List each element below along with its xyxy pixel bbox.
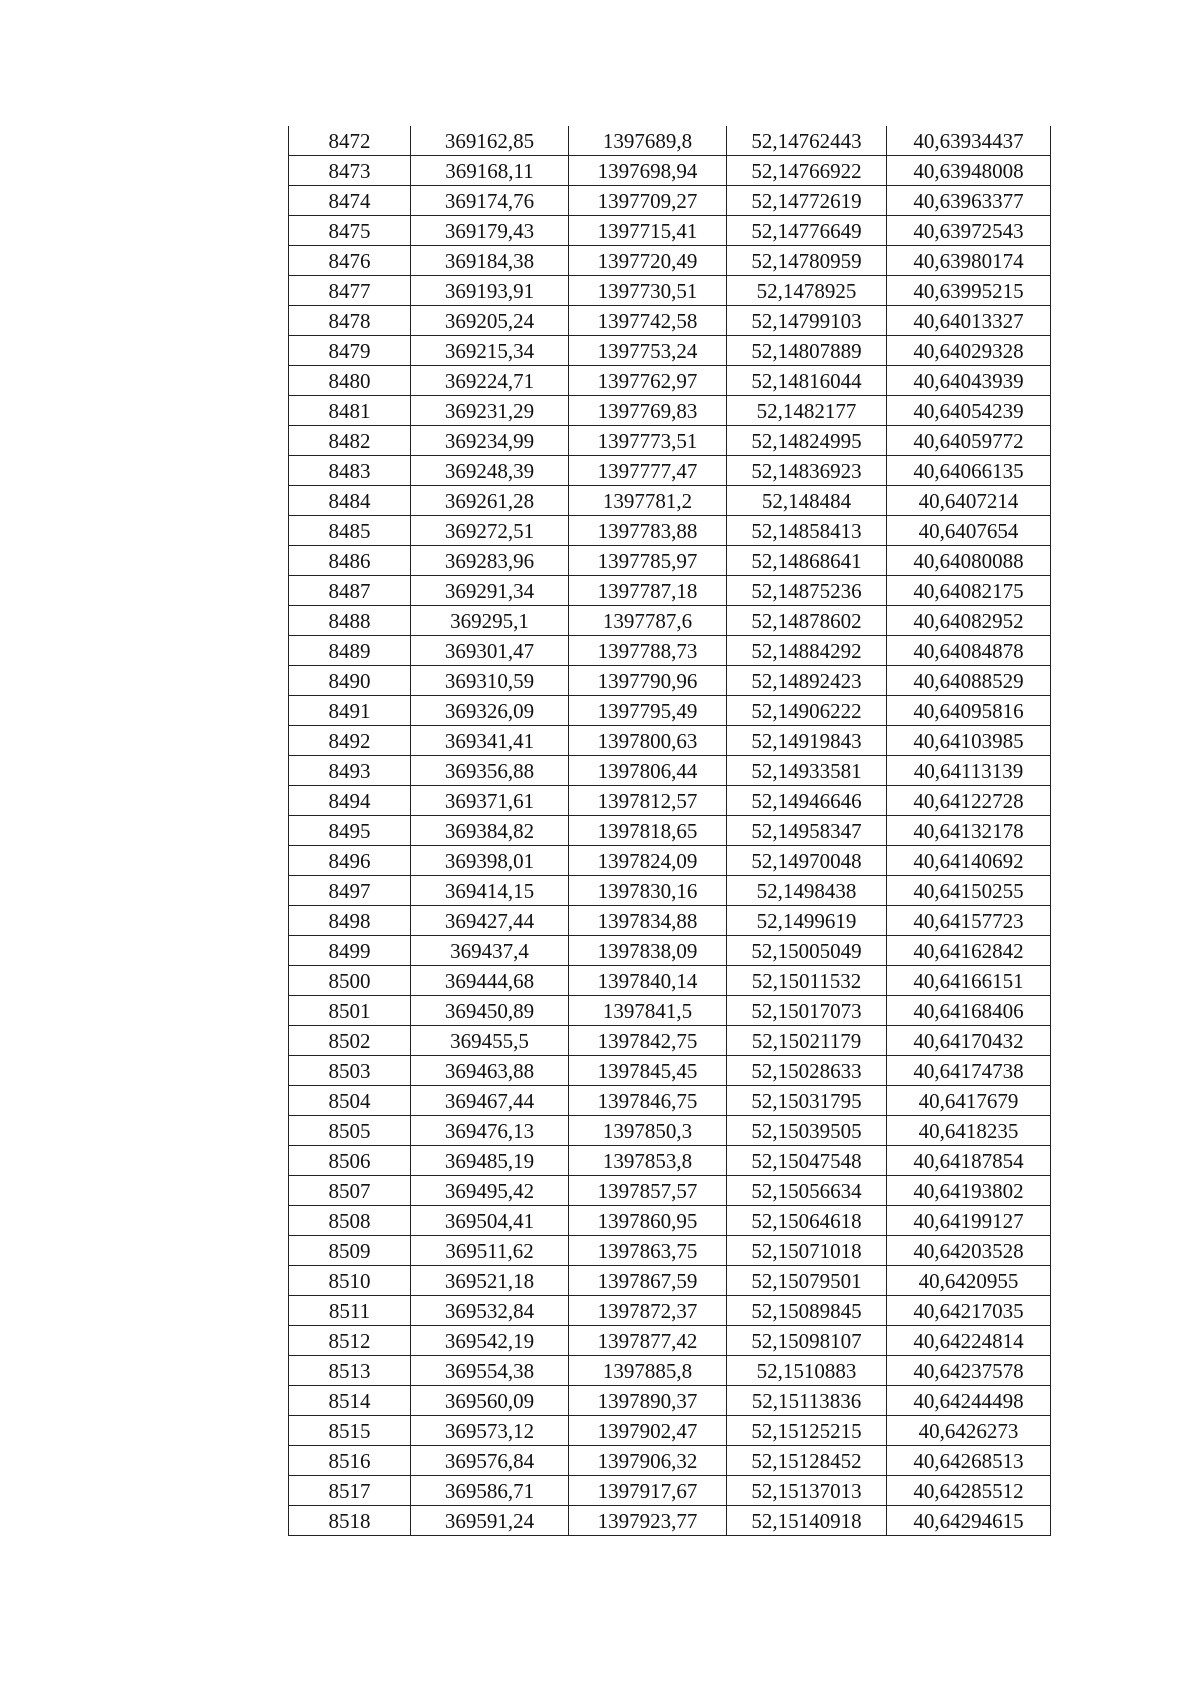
latitude-cell: 52,15028633	[727, 1056, 887, 1086]
table-row	[289, 636, 1051, 666]
y-coordinate-cell: 1397742,58	[569, 306, 727, 336]
x-coordinate-cell: 369248,39	[411, 456, 569, 486]
table-row	[289, 1206, 1051, 1236]
x-coordinate-cell: 369463,88	[411, 1056, 569, 1086]
point-number-cell: 8497	[289, 876, 411, 906]
table-row	[289, 426, 1051, 456]
table-row	[289, 696, 1051, 726]
table-row	[289, 516, 1051, 546]
x-coordinate-cell: 369591,24	[411, 1506, 569, 1536]
y-coordinate-cell: 1397872,37	[569, 1296, 727, 1326]
longitude-cell: 40,64113139	[887, 756, 1051, 786]
point-number-cell: 8484	[289, 486, 411, 516]
x-coordinate-cell: 369341,41	[411, 726, 569, 756]
x-coordinate-cell: 369532,84	[411, 1296, 569, 1326]
y-coordinate-cell: 1397863,75	[569, 1236, 727, 1266]
x-coordinate-cell: 369205,24	[411, 306, 569, 336]
table-row	[289, 1476, 1051, 1506]
y-coordinate-cell: 1397885,8	[569, 1356, 727, 1386]
y-coordinate-cell: 1397917,67	[569, 1476, 727, 1506]
table-row	[289, 486, 1051, 516]
latitude-cell: 52,14933581	[727, 756, 887, 786]
x-coordinate-cell: 369310,59	[411, 666, 569, 696]
y-coordinate-cell: 1397709,27	[569, 186, 727, 216]
y-coordinate-cell: 1397800,63	[569, 726, 727, 756]
point-number-cell: 8512	[289, 1326, 411, 1356]
table-row	[289, 1236, 1051, 1266]
point-number-cell: 8482	[289, 426, 411, 456]
point-number-cell: 8515	[289, 1416, 411, 1446]
y-coordinate-cell: 1397788,73	[569, 636, 727, 666]
point-number-cell: 8492	[289, 726, 411, 756]
table-row	[289, 996, 1051, 1026]
longitude-cell: 40,63995215	[887, 276, 1051, 306]
table-row	[289, 126, 1051, 156]
x-coordinate-cell: 369326,09	[411, 696, 569, 726]
point-number-cell: 8508	[289, 1206, 411, 1236]
point-number-cell: 8491	[289, 696, 411, 726]
y-coordinate-cell: 1397853,8	[569, 1146, 727, 1176]
latitude-cell: 52,14824995	[727, 426, 887, 456]
table-row	[289, 1266, 1051, 1296]
latitude-cell: 52,14884292	[727, 636, 887, 666]
point-number-cell: 8509	[289, 1236, 411, 1266]
x-coordinate-cell: 369234,99	[411, 426, 569, 456]
longitude-cell: 40,64080088	[887, 546, 1051, 576]
point-number-cell: 8487	[289, 576, 411, 606]
table-row	[289, 1146, 1051, 1176]
table-row	[289, 1086, 1051, 1116]
x-coordinate-cell: 369283,96	[411, 546, 569, 576]
latitude-cell: 52,15031795	[727, 1086, 887, 1116]
point-number-cell: 8476	[289, 246, 411, 276]
y-coordinate-cell: 1397818,65	[569, 816, 727, 846]
latitude-cell: 52,14919843	[727, 726, 887, 756]
y-coordinate-cell: 1397769,83	[569, 396, 727, 426]
x-coordinate-cell: 369272,51	[411, 516, 569, 546]
latitude-cell: 52,15021179	[727, 1026, 887, 1056]
point-number-cell: 8518	[289, 1506, 411, 1536]
latitude-cell: 52,148484	[727, 486, 887, 516]
x-coordinate-cell: 369485,19	[411, 1146, 569, 1176]
x-coordinate-cell: 369295,1	[411, 606, 569, 636]
point-number-cell: 8485	[289, 516, 411, 546]
y-coordinate-cell: 1397762,97	[569, 366, 727, 396]
x-coordinate-cell: 369586,71	[411, 1476, 569, 1506]
longitude-cell: 40,64166151	[887, 966, 1051, 996]
x-coordinate-cell: 369291,34	[411, 576, 569, 606]
y-coordinate-cell: 1397877,42	[569, 1326, 727, 1356]
table-row	[289, 846, 1051, 876]
y-coordinate-cell: 1397841,5	[569, 996, 727, 1026]
longitude-cell: 40,64157723	[887, 906, 1051, 936]
y-coordinate-cell: 1397830,16	[569, 876, 727, 906]
latitude-cell: 52,15017073	[727, 996, 887, 1026]
longitude-cell: 40,6417679	[887, 1086, 1051, 1116]
latitude-cell: 52,15005049	[727, 936, 887, 966]
point-number-cell: 8510	[289, 1266, 411, 1296]
point-number-cell: 8478	[289, 306, 411, 336]
latitude-cell: 52,14816044	[727, 366, 887, 396]
point-number-cell: 8496	[289, 846, 411, 876]
latitude-cell: 52,15098107	[727, 1326, 887, 1356]
x-coordinate-cell: 369193,91	[411, 276, 569, 306]
x-coordinate-cell: 369301,47	[411, 636, 569, 666]
longitude-cell: 40,64132178	[887, 816, 1051, 846]
y-coordinate-cell: 1397773,51	[569, 426, 727, 456]
longitude-cell: 40,64103985	[887, 726, 1051, 756]
table-row	[289, 396, 1051, 426]
latitude-cell: 52,14946646	[727, 786, 887, 816]
longitude-cell: 40,64054239	[887, 396, 1051, 426]
point-number-cell: 8480	[289, 366, 411, 396]
latitude-cell: 52,14799103	[727, 306, 887, 336]
latitude-cell: 52,15056634	[727, 1176, 887, 1206]
y-coordinate-cell: 1397846,75	[569, 1086, 727, 1116]
point-number-cell: 8501	[289, 996, 411, 1026]
x-coordinate-cell: 369427,44	[411, 906, 569, 936]
latitude-cell: 52,15140918	[727, 1506, 887, 1536]
y-coordinate-cell: 1397806,44	[569, 756, 727, 786]
point-number-cell: 8490	[289, 666, 411, 696]
x-coordinate-cell: 369184,38	[411, 246, 569, 276]
longitude-cell: 40,63948008	[887, 156, 1051, 186]
latitude-cell: 52,15071018	[727, 1236, 887, 1266]
x-coordinate-cell: 369437,4	[411, 936, 569, 966]
table-row	[289, 816, 1051, 846]
x-coordinate-cell: 369576,84	[411, 1446, 569, 1476]
y-coordinate-cell: 1397698,94	[569, 156, 727, 186]
latitude-cell: 52,1499619	[727, 906, 887, 936]
y-coordinate-cell: 1397790,96	[569, 666, 727, 696]
table-row	[289, 906, 1051, 936]
longitude-cell: 40,64244498	[887, 1386, 1051, 1416]
point-number-cell: 8483	[289, 456, 411, 486]
y-coordinate-cell: 1397902,47	[569, 1416, 727, 1446]
table-row	[289, 456, 1051, 486]
x-coordinate-cell: 369215,34	[411, 336, 569, 366]
longitude-cell: 40,64140692	[887, 846, 1051, 876]
latitude-cell: 52,14836923	[727, 456, 887, 486]
y-coordinate-cell: 1397730,51	[569, 276, 727, 306]
point-number-cell: 8479	[289, 336, 411, 366]
table-row	[289, 1506, 1051, 1536]
y-coordinate-cell: 1397689,8	[569, 126, 727, 156]
table-row	[289, 336, 1051, 366]
x-coordinate-cell: 369414,15	[411, 876, 569, 906]
latitude-cell: 52,14958347	[727, 816, 887, 846]
point-number-cell: 8502	[289, 1026, 411, 1056]
latitude-cell: 52,14807889	[727, 336, 887, 366]
latitude-cell: 52,14780959	[727, 246, 887, 276]
longitude-cell: 40,64237578	[887, 1356, 1051, 1386]
point-number-cell: 8475	[289, 216, 411, 246]
table-row	[289, 1326, 1051, 1356]
x-coordinate-cell: 369511,62	[411, 1236, 569, 1266]
latitude-cell: 52,15064618	[727, 1206, 887, 1236]
longitude-cell: 40,64088529	[887, 666, 1051, 696]
longitude-cell: 40,64174738	[887, 1056, 1051, 1086]
longitude-cell: 40,64268513	[887, 1446, 1051, 1476]
latitude-cell: 52,14772619	[727, 186, 887, 216]
longitude-cell: 40,64059772	[887, 426, 1051, 456]
point-number-cell: 8474	[289, 186, 411, 216]
point-number-cell: 8511	[289, 1296, 411, 1326]
point-number-cell: 8513	[289, 1356, 411, 1386]
x-coordinate-cell: 369504,41	[411, 1206, 569, 1236]
x-coordinate-cell: 369455,5	[411, 1026, 569, 1056]
longitude-cell: 40,6420955	[887, 1266, 1051, 1296]
longitude-cell: 40,63963377	[887, 186, 1051, 216]
x-coordinate-cell: 369174,76	[411, 186, 569, 216]
longitude-cell: 40,64285512	[887, 1476, 1051, 1506]
y-coordinate-cell: 1397838,09	[569, 936, 727, 966]
table-row	[289, 1176, 1051, 1206]
table-row	[289, 726, 1051, 756]
x-coordinate-cell: 369467,44	[411, 1086, 569, 1116]
table-row	[289, 936, 1051, 966]
point-number-cell: 8499	[289, 936, 411, 966]
y-coordinate-cell: 1397787,18	[569, 576, 727, 606]
point-number-cell: 8473	[289, 156, 411, 186]
latitude-cell: 52,14906222	[727, 696, 887, 726]
point-number-cell: 8495	[289, 816, 411, 846]
longitude-cell: 40,64162842	[887, 936, 1051, 966]
x-coordinate-cell: 369224,71	[411, 366, 569, 396]
point-number-cell: 8477	[289, 276, 411, 306]
latitude-cell: 52,14875236	[727, 576, 887, 606]
table-row	[289, 786, 1051, 816]
longitude-cell: 40,64150255	[887, 876, 1051, 906]
longitude-cell: 40,64170432	[887, 1026, 1051, 1056]
y-coordinate-cell: 1397906,32	[569, 1446, 727, 1476]
coordinates-table-body	[289, 126, 1051, 1536]
x-coordinate-cell: 369398,01	[411, 846, 569, 876]
y-coordinate-cell: 1397783,88	[569, 516, 727, 546]
point-number-cell: 8486	[289, 546, 411, 576]
x-coordinate-cell: 369521,18	[411, 1266, 569, 1296]
longitude-cell: 40,63972543	[887, 216, 1051, 246]
longitude-cell: 40,64203528	[887, 1236, 1051, 1266]
table-row	[289, 966, 1051, 996]
latitude-cell: 52,15011532	[727, 966, 887, 996]
latitude-cell: 52,14858413	[727, 516, 887, 546]
x-coordinate-cell: 369162,85	[411, 126, 569, 156]
longitude-cell: 40,6426273	[887, 1416, 1051, 1446]
latitude-cell: 52,14776649	[727, 216, 887, 246]
y-coordinate-cell: 1397812,57	[569, 786, 727, 816]
point-number-cell: 8494	[289, 786, 411, 816]
table-row	[289, 366, 1051, 396]
latitude-cell: 52,15128452	[727, 1446, 887, 1476]
latitude-cell: 52,15089845	[727, 1296, 887, 1326]
x-coordinate-cell: 369476,13	[411, 1116, 569, 1146]
point-number-cell: 8517	[289, 1476, 411, 1506]
table-row	[289, 576, 1051, 606]
latitude-cell: 52,1478925	[727, 276, 887, 306]
y-coordinate-cell: 1397867,59	[569, 1266, 727, 1296]
point-number-cell: 8500	[289, 966, 411, 996]
y-coordinate-cell: 1397795,49	[569, 696, 727, 726]
table-row	[289, 876, 1051, 906]
table-row	[289, 1356, 1051, 1386]
point-number-cell: 8506	[289, 1146, 411, 1176]
y-coordinate-cell: 1397923,77	[569, 1506, 727, 1536]
longitude-cell: 40,64217035	[887, 1296, 1051, 1326]
latitude-cell: 52,1510883	[727, 1356, 887, 1386]
table-row	[289, 156, 1051, 186]
point-number-cell: 8488	[289, 606, 411, 636]
latitude-cell: 52,15047548	[727, 1146, 887, 1176]
table-row	[289, 276, 1051, 306]
table-row	[289, 546, 1051, 576]
y-coordinate-cell: 1397850,3	[569, 1116, 727, 1146]
longitude-cell: 40,6407654	[887, 516, 1051, 546]
y-coordinate-cell: 1397753,24	[569, 336, 727, 366]
y-coordinate-cell: 1397845,45	[569, 1056, 727, 1086]
table-row	[289, 1026, 1051, 1056]
point-number-cell: 8514	[289, 1386, 411, 1416]
point-number-cell: 8489	[289, 636, 411, 666]
longitude-cell: 40,64187854	[887, 1146, 1051, 1176]
table-row	[289, 246, 1051, 276]
x-coordinate-cell: 369261,28	[411, 486, 569, 516]
point-number-cell: 8504	[289, 1086, 411, 1116]
table-row	[289, 1446, 1051, 1476]
y-coordinate-cell: 1397840,14	[569, 966, 727, 996]
latitude-cell: 52,15113836	[727, 1386, 887, 1416]
x-coordinate-cell: 369573,12	[411, 1416, 569, 1446]
x-coordinate-cell: 369542,19	[411, 1326, 569, 1356]
x-coordinate-cell: 369554,38	[411, 1356, 569, 1386]
latitude-cell: 52,15125215	[727, 1416, 887, 1446]
latitude-cell: 52,14878602	[727, 606, 887, 636]
table-row	[289, 216, 1051, 246]
x-coordinate-cell: 369356,88	[411, 756, 569, 786]
table-row	[289, 606, 1051, 636]
longitude-cell: 40,64122728	[887, 786, 1051, 816]
latitude-cell: 52,14868641	[727, 546, 887, 576]
y-coordinate-cell: 1397842,75	[569, 1026, 727, 1056]
x-coordinate-cell: 369179,43	[411, 216, 569, 246]
y-coordinate-cell: 1397715,41	[569, 216, 727, 246]
point-number-cell: 8505	[289, 1116, 411, 1146]
longitude-cell: 40,64013327	[887, 306, 1051, 336]
longitude-cell: 40,63980174	[887, 246, 1051, 276]
latitude-cell: 52,1482177	[727, 396, 887, 426]
latitude-cell: 52,14766922	[727, 156, 887, 186]
longitude-cell: 40,64082952	[887, 606, 1051, 636]
longitude-cell: 40,64043939	[887, 366, 1051, 396]
longitude-cell: 40,64168406	[887, 996, 1051, 1026]
x-coordinate-cell: 369495,42	[411, 1176, 569, 1206]
longitude-cell: 40,6418235	[887, 1116, 1051, 1146]
latitude-cell: 52,14970048	[727, 846, 887, 876]
table-row	[289, 756, 1051, 786]
longitude-cell: 40,64224814	[887, 1326, 1051, 1356]
longitude-cell: 40,64199127	[887, 1206, 1051, 1236]
point-number-cell: 8493	[289, 756, 411, 786]
table-row	[289, 1386, 1051, 1416]
y-coordinate-cell: 1397890,37	[569, 1386, 727, 1416]
table-row	[289, 306, 1051, 336]
x-coordinate-cell: 369560,09	[411, 1386, 569, 1416]
y-coordinate-cell: 1397720,49	[569, 246, 727, 276]
point-number-cell: 8472	[289, 126, 411, 156]
longitude-cell: 40,64082175	[887, 576, 1051, 606]
point-number-cell: 8481	[289, 396, 411, 426]
y-coordinate-cell: 1397777,47	[569, 456, 727, 486]
x-coordinate-cell: 369384,82	[411, 816, 569, 846]
latitude-cell: 52,14762443	[727, 126, 887, 156]
longitude-cell: 40,64193802	[887, 1176, 1051, 1206]
latitude-cell: 52,1498438	[727, 876, 887, 906]
y-coordinate-cell: 1397834,88	[569, 906, 727, 936]
y-coordinate-cell: 1397860,95	[569, 1206, 727, 1236]
x-coordinate-cell: 369371,61	[411, 786, 569, 816]
longitude-cell: 40,63934437	[887, 126, 1051, 156]
longitude-cell: 40,6407214	[887, 486, 1051, 516]
longitude-cell: 40,64066135	[887, 456, 1051, 486]
table-row	[289, 666, 1051, 696]
latitude-cell: 52,15039505	[727, 1116, 887, 1146]
coordinates-table	[288, 126, 1051, 1536]
x-coordinate-cell: 369231,29	[411, 396, 569, 426]
table-row	[289, 1056, 1051, 1086]
latitude-cell: 52,14892423	[727, 666, 887, 696]
latitude-cell: 52,15137013	[727, 1476, 887, 1506]
point-number-cell: 8516	[289, 1446, 411, 1476]
longitude-cell: 40,64029328	[887, 336, 1051, 366]
y-coordinate-cell: 1397824,09	[569, 846, 727, 876]
y-coordinate-cell: 1397787,6	[569, 606, 727, 636]
x-coordinate-cell: 369168,11	[411, 156, 569, 186]
x-coordinate-cell: 369444,68	[411, 966, 569, 996]
longitude-cell: 40,64294615	[887, 1506, 1051, 1536]
y-coordinate-cell: 1397785,97	[569, 546, 727, 576]
table-row	[289, 186, 1051, 216]
longitude-cell: 40,64084878	[887, 636, 1051, 666]
point-number-cell: 8503	[289, 1056, 411, 1086]
point-number-cell: 8498	[289, 906, 411, 936]
table-row	[289, 1416, 1051, 1446]
table-row	[289, 1116, 1051, 1146]
longitude-cell: 40,64095816	[887, 696, 1051, 726]
y-coordinate-cell: 1397781,2	[569, 486, 727, 516]
y-coordinate-cell: 1397857,57	[569, 1176, 727, 1206]
latitude-cell: 52,15079501	[727, 1266, 887, 1296]
point-number-cell: 8507	[289, 1176, 411, 1206]
x-coordinate-cell: 369450,89	[411, 996, 569, 1026]
table-row	[289, 1296, 1051, 1326]
